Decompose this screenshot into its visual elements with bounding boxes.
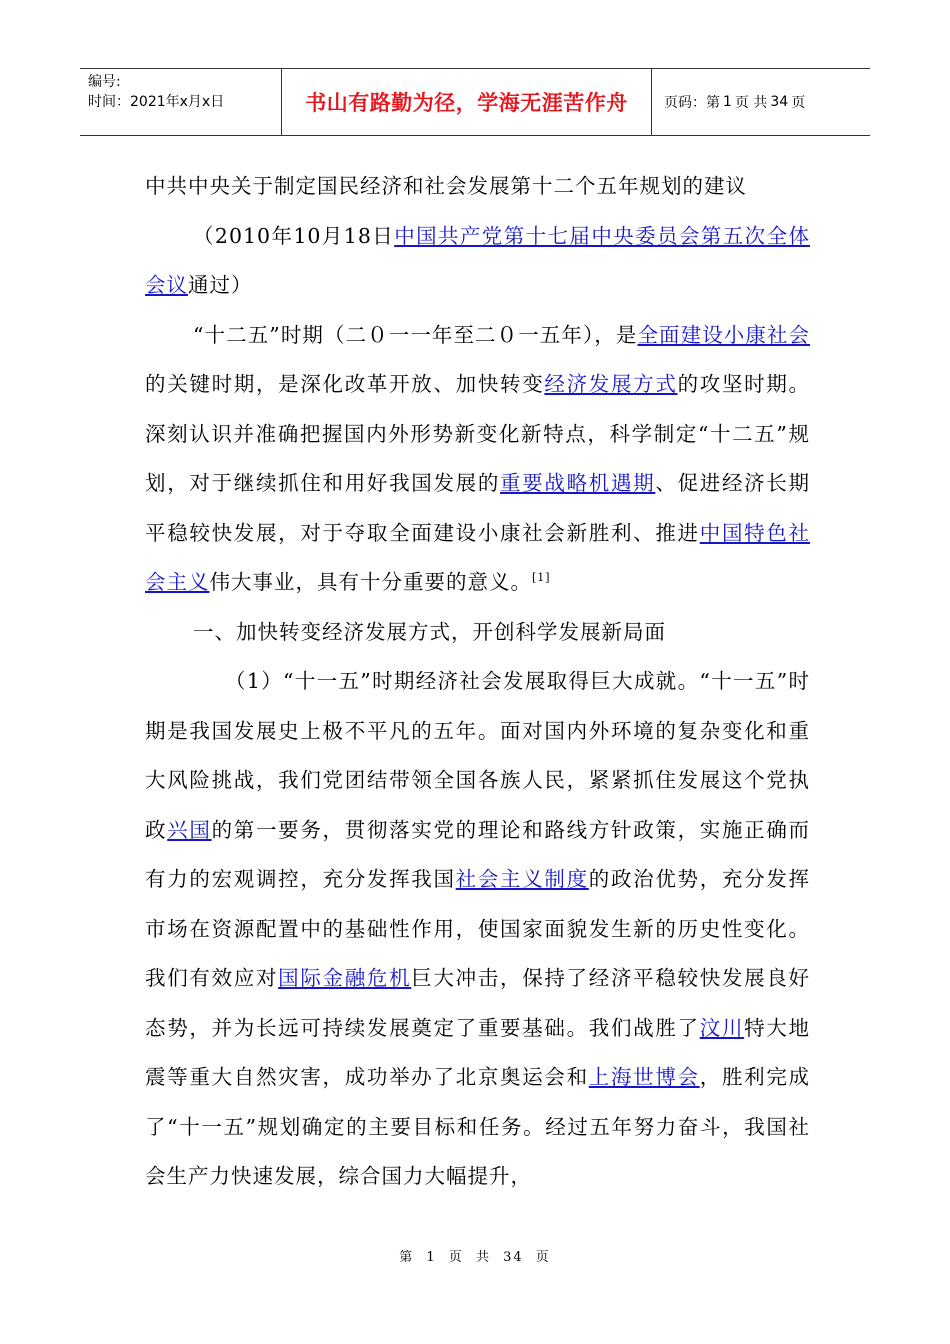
doc-title: 中共中央关于制定国民经济和社会发展第十二个五年规划的建议 bbox=[145, 174, 747, 198]
link-socialist-system[interactable]: 社会主义制度 bbox=[455, 867, 589, 891]
text-run: 特大地震等重大自然灾害，成功举办了北京奥运会和 bbox=[145, 1015, 811, 1089]
footer-text: 第 bbox=[399, 1250, 415, 1265]
footer-page-number: 1 bbox=[426, 1250, 437, 1265]
header-motto-cell bbox=[282, 69, 652, 135]
document-body bbox=[145, 162, 810, 1202]
text-run: （1）“十一五”时期经济社会发展取得巨大成就。“十一五”时期是我国发展史上极不平凡的五年。面对国内外环境的复杂变化和重大风险挑战，我们党团结带领全国各族人民，紧紧抓住发展这个党执政 bbox=[145, 669, 810, 842]
footer-text: 共 bbox=[475, 1250, 491, 1265]
link-development-mode[interactable]: 经济发展方式 bbox=[544, 372, 678, 396]
link-plenary-session[interactable]: 中国共产党第十七届中央委员会第五次全体会议 bbox=[145, 223, 810, 297]
text-run: 的关键时期，是深化改革开放、加快转变 bbox=[145, 372, 545, 396]
text-run: ，胜利完成了“十一五”规划确定的主要目标和任务。经过五年努力奋斗，我国社会生产力快速发展，综合国力大幅提升， bbox=[145, 1065, 811, 1188]
motto-text: 书山有路勤为径，学海无涯苦作舟 bbox=[305, 91, 628, 115]
reference-mark[interactable]: [1] bbox=[532, 571, 551, 584]
header-meta bbox=[80, 69, 282, 135]
footer-page-total: 34 bbox=[503, 1250, 524, 1265]
paragraph-achievements bbox=[145, 657, 810, 1202]
subtitle-post: 通过） bbox=[188, 273, 253, 297]
text-run: 的攻坚时期。深刻认识并准确把握国内外形势新变化新特点，科学制定“十二五”规划，对于继续抓住和用好我国发展的 bbox=[145, 372, 811, 495]
page-label: 页码：第 bbox=[664, 95, 720, 111]
footer-text: 页 bbox=[535, 1250, 551, 1265]
page-mid: 页 共 bbox=[734, 95, 768, 111]
section-heading: 一、加快转变经济发展方式，开创科学发展新局面 bbox=[193, 619, 666, 644]
link-socialism-chinese[interactable]: 中国特色社会主义 bbox=[145, 520, 811, 594]
paragraph-intro bbox=[145, 311, 810, 608]
link-financial-crisis[interactable]: 国际金融危机 bbox=[278, 966, 412, 990]
link-wenchuan[interactable]: 汶川 bbox=[699, 1015, 745, 1040]
code-label: 编号: bbox=[88, 74, 121, 90]
text-run: 的第一要务，贯彻落实党的理论和路线方针政策，实施正确而有力的宏观调控，充分发挥我国 bbox=[145, 817, 811, 891]
text-run: “十二五”时期（二０一一年至二０一五年），是 bbox=[193, 322, 638, 347]
doc-subtitle bbox=[145, 212, 810, 311]
link-xiaokang[interactable]: 全面建设小康社会 bbox=[637, 322, 811, 347]
text-run: 的政治优势，充分发挥市场在资源配置中的基础性作用，使国家面貌发生新的历史性变化。我们有效应对 bbox=[145, 867, 811, 990]
text-run: 、促进经济长期平稳较快发展，对于夺取全面建设小康社会新胜利、推进 bbox=[145, 471, 811, 545]
page-total: 34 bbox=[770, 94, 789, 110]
text-run: 伟大事业，具有十分重要的意义。 bbox=[209, 570, 532, 594]
footer-text: 页 bbox=[448, 1250, 464, 1265]
link-strategic-opportunity[interactable]: 重要战略机遇期 bbox=[500, 471, 656, 495]
document-header bbox=[80, 68, 870, 136]
page-number: 1 bbox=[723, 94, 732, 110]
link-xingguo[interactable]: 兴国 bbox=[167, 817, 212, 842]
header-page-info bbox=[652, 69, 870, 135]
link-shanghai-expo[interactable]: 上海世博会 bbox=[588, 1065, 700, 1089]
page-footer bbox=[0, 1246, 950, 1265]
text-run: 巨大冲击，保持了经济平稳较快发展良好态势，并为长远可持续发展奠定了重要基础。我们战胜了 bbox=[145, 966, 811, 1040]
subtitle-pre: （2010年10月18日 bbox=[193, 223, 395, 248]
page-end: 页 bbox=[791, 95, 806, 111]
time-label: 时间：2021年x月x日 bbox=[88, 94, 225, 110]
